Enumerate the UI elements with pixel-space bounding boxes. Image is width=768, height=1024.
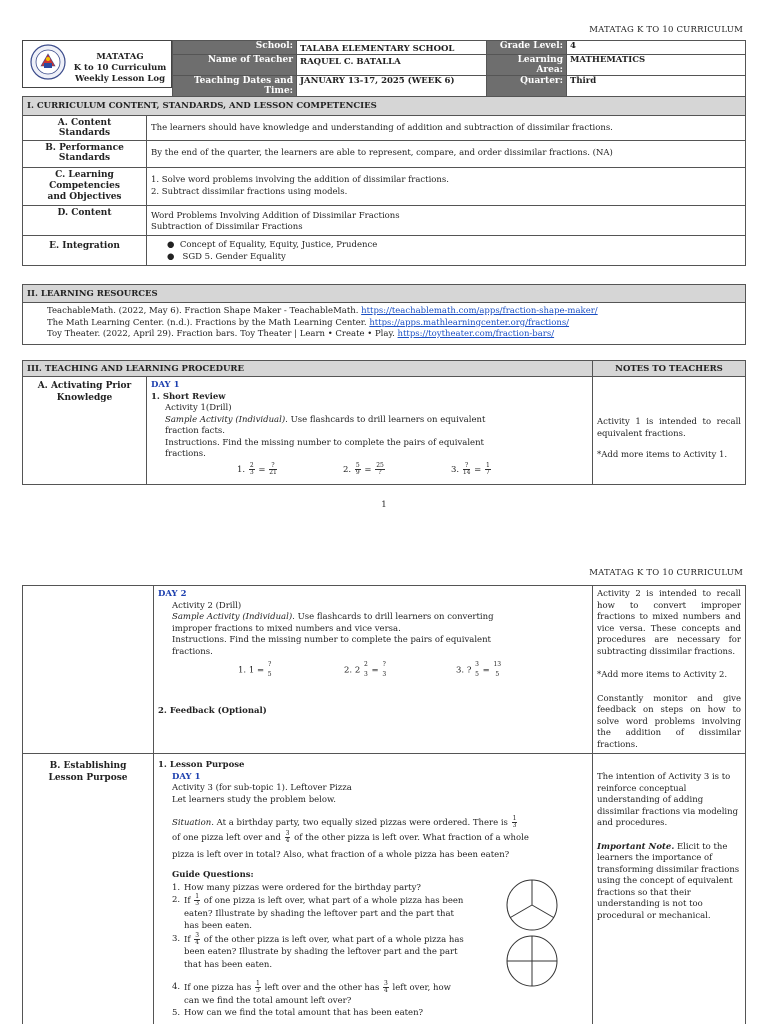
numerator: 3 xyxy=(195,931,200,939)
denominator: 5 xyxy=(495,671,500,678)
guide-title: Guide Questions: xyxy=(172,870,254,880)
whole-number: 2 xyxy=(354,665,361,676)
situation-text: At a birthday party, two equally sized pizzas were ordered. There is xyxy=(213,818,508,828)
area-value: MATHEMATICS xyxy=(567,55,746,76)
denominator: 21 xyxy=(269,468,277,476)
numerator: 2 xyxy=(363,661,368,668)
numerator: 1 xyxy=(512,815,517,822)
sample-text: Use flashcards to drill learners on equivalent xyxy=(287,414,486,425)
note-text: Constantly monitor and give feedback on steps on how to solve word problems involving the addition of dissimilar fractions. xyxy=(597,693,741,750)
instructions-2: fractions. xyxy=(172,646,213,657)
competency-line: 2. Subtract dissimilar fractions using models. xyxy=(151,186,348,197)
equals-sign: = xyxy=(364,464,372,475)
study-instruction: Let learners study the problem below. xyxy=(172,794,336,805)
sample-activity xyxy=(172,612,588,624)
denominator: 3 xyxy=(512,822,517,829)
activating-knowledge-content xyxy=(147,377,593,485)
numerator: ? xyxy=(382,661,386,668)
denominator: 4 xyxy=(285,837,290,844)
label-line: A. Activating Prior xyxy=(37,381,132,391)
bullet-icon: ● xyxy=(167,252,183,262)
school-label: School: xyxy=(173,41,297,55)
integration-bullet xyxy=(167,239,741,251)
sample-activity xyxy=(165,415,588,427)
logo-text xyxy=(70,52,170,85)
section-procedure xyxy=(22,360,746,485)
question-5 xyxy=(172,1007,588,1020)
fraction xyxy=(194,894,200,907)
teacher-label: Name of Teacher xyxy=(173,55,297,76)
q-line xyxy=(184,981,451,995)
denominator: 3 xyxy=(363,671,368,678)
q-text: of the other pizza is left over, what part of a whole pizza has xyxy=(203,934,464,945)
integration-bullet xyxy=(167,251,741,263)
info-table xyxy=(172,40,746,97)
situation-text: of one pizza left over and xyxy=(172,833,281,843)
drill-item-3 xyxy=(456,662,502,678)
important-note xyxy=(597,842,741,923)
numerator: 25 xyxy=(376,461,384,469)
logo-line-3: Weekly Lesson Log xyxy=(74,74,166,84)
label-line: D. Content xyxy=(57,208,112,218)
bullet-icon: ● xyxy=(167,240,180,250)
short-review-heading: 1. Short Review xyxy=(151,391,226,402)
lesson-purpose-heading: 1. Lesson Purpose xyxy=(158,760,245,770)
notes-activity-3 xyxy=(593,754,746,1024)
label-line: Competencies xyxy=(49,181,120,191)
fraction xyxy=(355,463,361,476)
activity-3-block xyxy=(158,772,588,807)
equals-sign: = xyxy=(474,464,482,475)
label-line: B. Establishing xyxy=(49,761,127,771)
label-line: A. Content xyxy=(57,118,112,128)
resource-text: The Math Learning Center. (n.d.). Fractions by the Math Learning Center. xyxy=(47,317,370,328)
fraction xyxy=(255,981,261,994)
item-number: 1. xyxy=(238,665,247,676)
numerator: 3 xyxy=(384,980,388,987)
notes-activity-1 xyxy=(593,377,746,485)
page-gap xyxy=(0,530,768,560)
day-label: DAY 2 xyxy=(158,589,187,599)
item-number: 1. xyxy=(237,464,246,475)
denominator: ? xyxy=(378,468,382,476)
activity-title: Activity 3 (for sub-topic 1). Leftover Pizza xyxy=(172,783,352,793)
dates-label: Teaching Dates and Time: xyxy=(173,76,297,97)
fraction xyxy=(249,463,255,476)
item-number: 2. xyxy=(344,665,353,676)
denominator: 5 xyxy=(475,671,479,678)
label-line: Knowledge xyxy=(56,393,113,403)
question-text xyxy=(184,894,463,933)
situation-line-4: pizza is left over in total? Also, what fraction of a whole pizza has been eaten? xyxy=(172,850,510,860)
quarter-label: Quarter: xyxy=(487,76,567,97)
drill-item-1 xyxy=(238,662,273,678)
drill-item-2 xyxy=(343,463,386,477)
sample-label: Sample Activity (Individual). xyxy=(172,612,295,622)
item-number: 3. xyxy=(456,665,465,676)
label-line: and Objectives xyxy=(47,192,122,202)
question-number: 3. xyxy=(172,933,181,944)
fraction xyxy=(512,816,518,829)
label-line: B. Performance xyxy=(45,143,124,153)
numerator: 1 xyxy=(486,461,490,469)
numerator: 1 xyxy=(256,980,260,987)
fraction xyxy=(375,463,385,476)
numerator: ? xyxy=(268,661,272,668)
pizza-thirds-model xyxy=(505,878,559,932)
denominator: 3 xyxy=(382,671,387,678)
situation-line-2 xyxy=(172,831,588,846)
denominator: 4 xyxy=(384,987,388,994)
numerator: 3 xyxy=(285,830,290,837)
q-text: If xyxy=(184,934,191,945)
pizza-fourths-model xyxy=(505,934,559,988)
question-number: 4. xyxy=(172,982,181,992)
denominator: 3 xyxy=(195,900,200,907)
q-text: If one pizza has xyxy=(184,983,252,993)
competencies-label xyxy=(23,168,147,206)
area-label: Learning Area: xyxy=(487,55,567,76)
numerator: ? xyxy=(269,463,277,470)
question-number: 5. xyxy=(172,1008,181,1018)
numerator: 3 xyxy=(475,661,479,668)
equals-sign: = xyxy=(256,665,265,676)
label-line: E. Integration xyxy=(49,241,120,251)
day-label: DAY 1 xyxy=(151,380,180,390)
question-text xyxy=(184,981,451,1007)
section-1-title: I. CURRICULUM CONTENT, STANDARDS, AND LESSON COMPETENCIES xyxy=(23,97,746,116)
item-number: 2. xyxy=(343,464,352,475)
logo-line-2: K to 10 Curriculum xyxy=(73,63,167,73)
integration-text xyxy=(147,236,746,266)
denominator: 9 xyxy=(355,468,360,476)
notes-title: NOTES TO TEACHERS xyxy=(593,361,746,377)
resources-list xyxy=(23,303,746,345)
notes-day-2 xyxy=(593,586,746,754)
sample-text-2: improper fractions to mixed numbers and vice versa. xyxy=(172,623,401,634)
numerator: 1 xyxy=(195,893,200,900)
situation-line-1 xyxy=(172,816,588,831)
equals-sign: = xyxy=(371,665,379,676)
resource-2 xyxy=(47,318,741,330)
bullet-text: SGD 5. Gender Equality xyxy=(182,252,286,262)
page-2 xyxy=(0,560,768,1024)
integration-label xyxy=(23,236,147,266)
sample-text-2: fraction facts. xyxy=(165,426,225,436)
denominator: 3 xyxy=(249,468,254,476)
fraction xyxy=(463,463,471,476)
sample-text: Use flashcards to drill learners on converting xyxy=(294,612,494,622)
activating-knowledge-label xyxy=(23,377,147,485)
establishing-purpose-label xyxy=(23,754,154,1024)
label-line: Standards xyxy=(58,153,111,163)
equals-sign: = xyxy=(482,665,490,676)
question-text xyxy=(184,933,464,972)
empty-label-cell xyxy=(23,586,154,754)
resource-link-1[interactable]: https://teachablemath.com/apps/fraction-shape-maker/ xyxy=(361,306,598,316)
denominator: 7 xyxy=(486,468,490,476)
activity-block xyxy=(151,403,588,479)
drill-items xyxy=(172,658,588,684)
whole-number: 1 xyxy=(248,665,255,676)
note-text: *Add more items to Activity 1. xyxy=(597,450,728,460)
q-line: eaten? Illustrate by shading the leftover part and the part that xyxy=(184,908,454,919)
numerator: 13 xyxy=(493,661,502,668)
fraction xyxy=(194,933,200,946)
fraction xyxy=(475,662,479,678)
section-curriculum xyxy=(22,96,746,266)
teacher-value: RAQUEL C. BATALLA xyxy=(297,55,487,76)
deped-seal-icon xyxy=(30,44,66,80)
content-standards-label xyxy=(23,116,147,141)
sample-label: Sample Activity (Individual). xyxy=(165,414,288,425)
numerator: 2 xyxy=(249,461,254,469)
resource-1 xyxy=(47,306,741,318)
note-text: *Add more items to Activity 2. xyxy=(597,670,728,680)
situation-text: of the other pizza is left over. What fraction of a whole xyxy=(294,833,529,843)
day-label: DAY 1 xyxy=(172,771,201,782)
section-3-title: III. TEACHING AND LEARNING PROCEDURE xyxy=(23,361,593,377)
activity-2-block xyxy=(158,601,588,685)
important-label: Important Note. xyxy=(597,841,675,852)
content-label xyxy=(23,206,147,236)
performance-standards-label xyxy=(23,141,147,168)
q-line: has been eaten. xyxy=(184,921,253,931)
fraction xyxy=(485,463,491,476)
instructions: Instructions. Find the missing number to complete the pairs of equivalent xyxy=(165,437,484,448)
resource-text: TeachableMath. (2022, May 6). Fraction Shape Maker - TeachableMath. xyxy=(47,306,362,316)
curriculum-header: MATATAG K TO 10 CURRICULUM xyxy=(589,568,743,578)
page-number: 1 xyxy=(381,500,387,510)
label-line: Lesson Purpose xyxy=(48,773,128,783)
denominator: 3 xyxy=(256,987,260,994)
school-value: TALABA ELEMENTARY SCHOOL xyxy=(297,41,487,55)
day-2-content xyxy=(154,586,593,754)
question-text: How many pizzas were ordered for the birthday party? xyxy=(184,882,421,893)
label-line: C. Learning xyxy=(55,170,114,180)
resource-3 xyxy=(47,329,741,341)
performance-standards-text: By the end of the quarter, the learners are able to represent, compare, and order dissimilar fractions. (NA) xyxy=(147,141,746,168)
fraction xyxy=(268,662,272,678)
section-resources xyxy=(22,284,746,345)
grade-label: Grade Level: xyxy=(487,41,567,55)
note-text: The intention of Activity 3 is to reinforce conceptual understanding of adding dissimilar fractions via modeling and procedures. xyxy=(597,772,739,828)
instructions-2: fractions. xyxy=(165,449,206,459)
content-standards-text: The learners should have knowledge and understanding of addition and subtraction of dissimilar fractions. xyxy=(147,116,746,141)
quarter-value: Third xyxy=(567,76,746,97)
q-line: been eaten? Illustrate by shading the leftover part and the part xyxy=(184,947,458,957)
resource-link-3[interactable]: https://toytheater.com/fraction-bars/ xyxy=(397,329,555,339)
content-text xyxy=(147,206,746,236)
denominator: 5 xyxy=(267,671,272,678)
numerator: 5 xyxy=(355,461,360,469)
feedback-heading: 2. Feedback (Optional) xyxy=(158,706,267,716)
procedure-continued xyxy=(22,585,746,1024)
q-line xyxy=(184,894,463,908)
drill-item-1 xyxy=(237,463,278,477)
fraction xyxy=(285,831,291,844)
dates-value: JANUARY 13-17, 2025 (WEEK 6) xyxy=(297,76,487,97)
q-text: If xyxy=(184,896,191,906)
equals-sign: = xyxy=(258,464,266,475)
resource-text: Toy Theater. (2022, April 29). Fraction bars. Toy Theater | Learn • Create • Play. xyxy=(47,329,398,339)
q-text: left over and the other has xyxy=(264,983,380,993)
fraction xyxy=(382,662,386,678)
q-line xyxy=(184,933,464,947)
numerator: ? xyxy=(463,463,471,470)
important-text: Elicit to the learners the importance of transforming dissimilar fractions using the concept of equivalent fractions so that their understanding is not too procedural or mechanical. xyxy=(597,841,740,921)
q-text: of one pizza is left over, what part of a whole pizza has been xyxy=(203,896,464,906)
denominator: 14 xyxy=(462,468,471,476)
label-line: Standards xyxy=(58,128,111,138)
resource-link-2[interactable]: https://apps.mathlearningcenter.org/fractions/ xyxy=(369,317,570,328)
note-text: Activity 1 is intended to recall equivalent fractions. xyxy=(597,417,741,439)
fraction xyxy=(493,662,501,678)
whole-number: ? xyxy=(466,665,472,676)
drill-item-2 xyxy=(344,662,387,678)
activity-title: Activity 2 (Drill) xyxy=(172,600,242,611)
situation-label: Situation. xyxy=(172,818,214,828)
activity-title: Activity 1(Drill) xyxy=(165,403,232,413)
section-2-title: II. LEARNING RESOURCES xyxy=(23,285,746,303)
question-number: 1. xyxy=(172,882,181,893)
bullet-text: Concept of Equality, Equity, Justice, Prudence xyxy=(179,240,378,250)
fraction xyxy=(364,662,368,678)
q-text: left over, how xyxy=(392,983,451,993)
content-line: Subtraction of Dissimilar Fractions xyxy=(151,221,303,232)
fraction xyxy=(269,463,277,476)
logo-line-1: MATATAG xyxy=(96,52,144,62)
grade-value: 4 xyxy=(567,41,746,55)
note-text: Activity 2 is intended to recall how to convert improper fractions to mixed numbers and vice versa. These concepts and procedures are necessary for subtracting dissimilar fractions. xyxy=(597,589,741,657)
situation-block xyxy=(158,816,588,863)
question-text: How can we find the total amount that has been eaten? xyxy=(184,1008,424,1018)
curriculum-header: MATATAG K TO 10 CURRICULUM xyxy=(589,25,743,35)
drill-item-3 xyxy=(451,463,492,477)
q-line: that has been eaten. xyxy=(184,959,273,970)
question-number: 2. xyxy=(172,895,181,905)
denominator: 4 xyxy=(195,938,200,946)
drill-items xyxy=(165,461,588,479)
q-line: can we find the total amount left over? xyxy=(184,995,352,1006)
competencies-text xyxy=(147,168,746,206)
content-line: Word Problems Involving Addition of Dissimilar Fractions xyxy=(151,211,400,221)
competency-line: 1. Solve word problems involving the addition of dissimilar fractions. xyxy=(151,175,449,185)
fraction xyxy=(383,981,389,994)
instructions: Instructions. Find the missing number to complete the pairs of equivalent xyxy=(172,635,491,645)
item-number: 3. xyxy=(451,464,460,475)
